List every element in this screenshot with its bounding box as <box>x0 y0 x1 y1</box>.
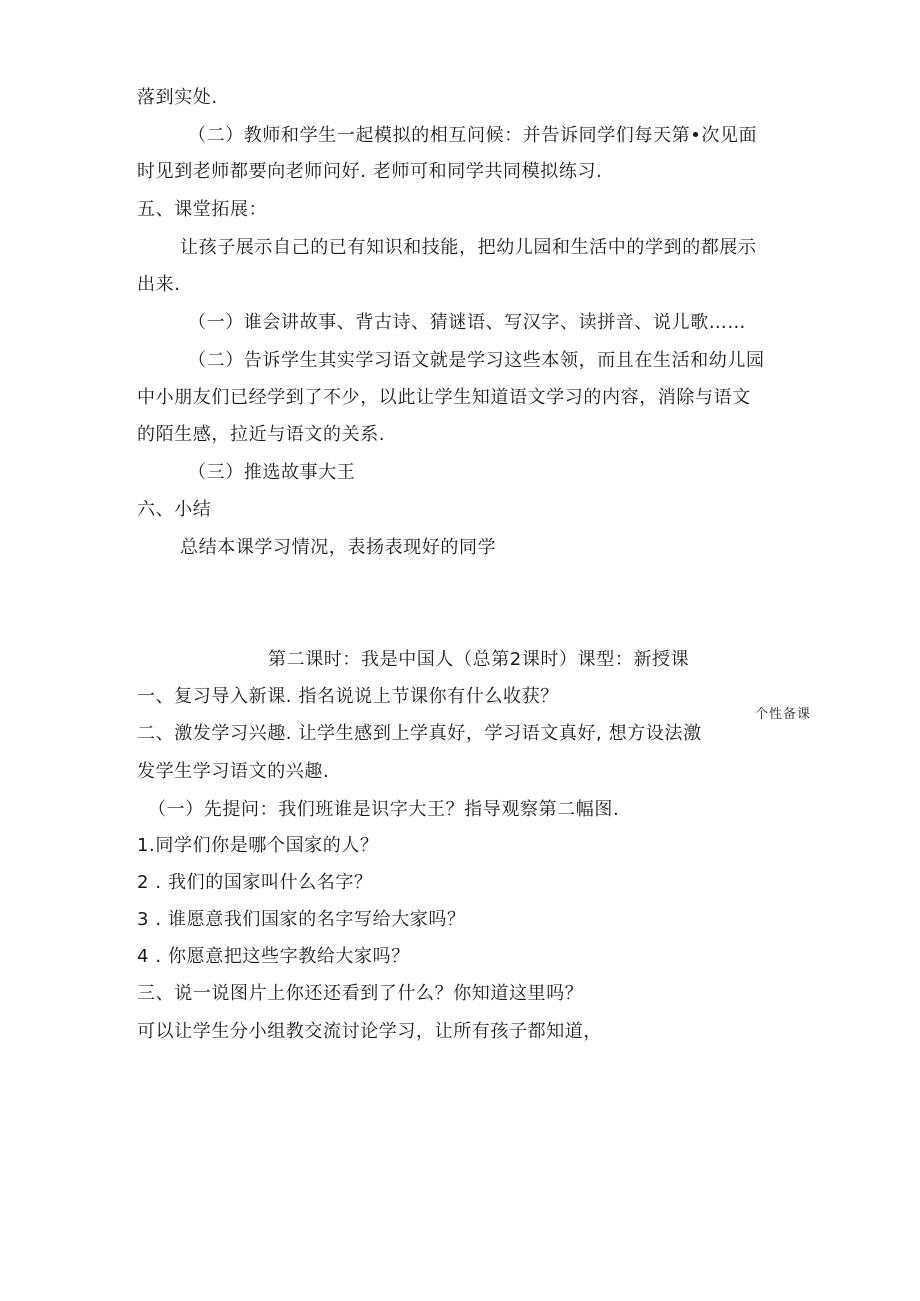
text-line: 的陌生感，拉近与语文的关系. <box>137 424 386 445</box>
list-item: 2 . 我们的国家叫什么名字？ <box>137 872 373 893</box>
margin-note: 个性备课 <box>755 707 812 722</box>
lesson-title: 第二课时：我是中国人（总第2课时）课型：新授课 <box>268 649 690 670</box>
text-line: 一、复习导入新课. 指名说说上节课你有什么收获？ <box>137 686 559 707</box>
text-line: （二）告诉学生其实学习语文就是学习这些本领，而且在生活和幼儿园 <box>188 350 765 371</box>
text-line: 总结本课学习情况，表扬表现好的同学 <box>180 537 497 558</box>
text-line: 发学生学习语文的兴趣. <box>137 761 330 782</box>
list-item: 4 . 你愿意把这些字教给大家吗？ <box>137 946 410 967</box>
text-line: 落到实处. <box>137 87 218 108</box>
text-line: 出来. <box>137 274 181 295</box>
text-line: （一）先提问：我们班谁是识字大王？指导观察第二幅图. <box>148 799 620 820</box>
section-heading: 六、小结 <box>137 499 212 520</box>
text-line: 让孩子展示自己的已有知识和技能，把幼儿园和生活中的学到的都展示 <box>180 237 757 258</box>
list-item: 1.同学们你是哪个国家的人？ <box>137 835 379 856</box>
text-line: 三、说一说图片上你还还看到了什么？你知道这里吗？ <box>137 983 584 1004</box>
section-heading: 五、课堂拓展： <box>137 199 268 220</box>
list-item: 3 . 谁愿意我们国家的名字写给大家吗？ <box>137 909 466 930</box>
text-line: 二、激发学习兴趣. 让学生感到上学真好，学习语文真好, 想方设法激 <box>137 723 702 744</box>
text-line: （一）谁会讲故事、背古诗、猜谜语、写汉字、读拼音、说儿歌…… <box>188 312 746 333</box>
text-line: （三）推选故事大王 <box>188 462 356 483</box>
text-line: 中小朋友们已经学到了不少，以此让学生知道语文学习的内容，消除与语文 <box>137 387 751 408</box>
text-line: 时见到老师都要向老师问好. 老师可和同学共同模拟练习. <box>137 161 603 182</box>
text-line: 可以让学生分小组教交流讨论学习，让所有孩子都知道， <box>137 1021 602 1042</box>
text-line: （二）教师和学生一起模拟的相互问候：并告诉同学们每天第•次见面 <box>188 125 758 146</box>
